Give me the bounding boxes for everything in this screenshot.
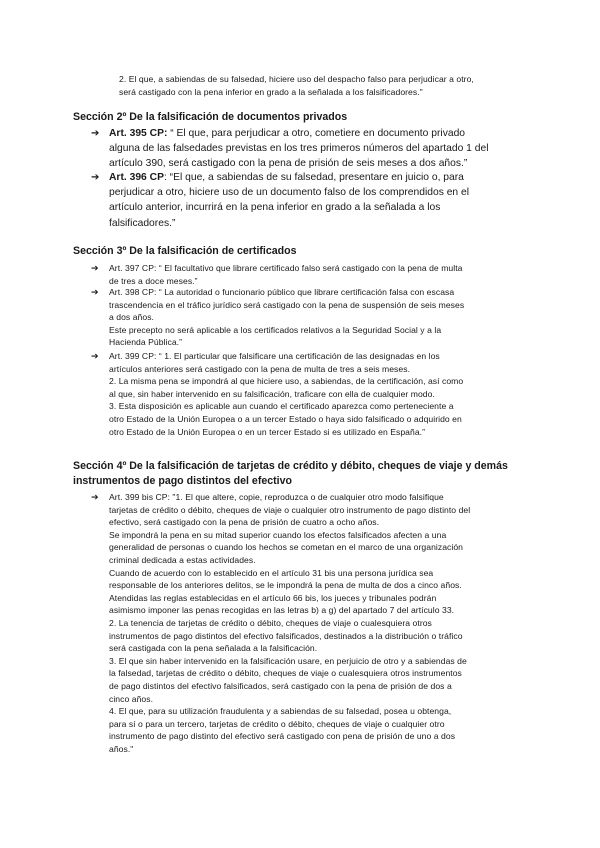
section-3-heading: Sección 3º De la falsificación de certificados: [73, 245, 297, 257]
section-2-heading: Sección 2º De la falsificación de documentos privados: [73, 111, 348, 123]
article-text: falsificadores.”: [109, 217, 176, 229]
art-396-paragraph: [109, 170, 469, 231]
article-text: 3. Esta disposición es aplicable aun cuando el certificado aparezca como perteneciente a: [109, 401, 454, 412]
article-text: cinco años.: [109, 693, 154, 704]
art-397-paragraph: [109, 262, 462, 287]
intro-line: será castigado con la pena inferior en grado a la señalada a los falsificadores.": [119, 86, 423, 97]
article-text: artículos anteriores será castigado con la pena de multa de tres a seis meses.: [109, 363, 411, 374]
section-4-heading-line: Sección 4º De la falsificación de tarjetas de crédito y débito, cheques de viaje y demás: [73, 460, 508, 472]
article-text: Art. 399 CP: “ 1. El particular que falsificare una certificación de las designadas en los: [109, 351, 440, 361]
article-text: la falsedad, tarjetas de crédito o débito, cheques de viaje o cualesquiera otros instrumentos: [109, 668, 462, 679]
article-text: : “El que, a sabiendas de su falsedad, presentare en juicio o, para: [163, 172, 464, 183]
article-text: criminal dedicada a estas actividades.: [109, 554, 256, 565]
article-text: Art. 397 CP: “ El facultativo que librare certificado falso será castigado con la pena de multa: [109, 263, 463, 273]
article-text: efectivo, será castigado con la pena de prisión de cuatro a ocho años.: [109, 517, 380, 528]
art-399-paragraph: [109, 350, 463, 438]
article-text: años.": [109, 743, 134, 754]
article-label: Art. 396 CP: [109, 172, 164, 183]
art-395-paragraph: [109, 126, 489, 172]
article-text: “ El que, para perjudicar a otro, cometiere en documento privado: [170, 128, 466, 139]
arrow-icon: ➔: [91, 172, 100, 183]
arrow-icon: ➔: [91, 492, 99, 502]
arrow-icon: ➔: [91, 351, 99, 361]
article-text: instrumentos de pago distintos del efectivo falsificados, destinados a la distribución o tráfico: [109, 630, 463, 641]
art-399-bis-paragraph: [109, 491, 470, 755]
arrow-icon: ➔: [91, 287, 99, 297]
article-text: Art. 399 bis CP: "1. El que altere, copie, reproduzca o de cualquier otro modo falsifique: [109, 492, 444, 502]
article-label: Art. 395 CP:: [109, 128, 168, 139]
article-text: Art. 398 CP: “ La autoridad o funcionario público que librare certificación falsa con escasa: [109, 287, 455, 297]
article-text: perjudicar a otro, hiciere uso de un documento falso de los comprendidos en el: [109, 187, 470, 199]
article-text: será castigada con la pena señalada a la falsificación.: [109, 643, 318, 654]
article-text: artículo anterior, incurrirá en la pena inferior en grado a la señalada a los: [109, 202, 441, 214]
article-text: otro Estado de la Unión Europea o en un tercer Estado si es utilizado en España.”: [109, 426, 426, 437]
article-text: 3. El que sin haber intervenido en la falsificación usare, en perjuicio de otro y a sabiendas de: [109, 655, 467, 666]
article-text: asimismo imponer las penas recogidas en las letras b) a g) del apartado 7 del artículo 33.: [109, 605, 455, 616]
article-text: instrumento de pago distinto del efectivo será castigado con pena de prisión de uno a dos: [109, 731, 456, 742]
article-text: artículo 390, será castigado con la pena de prisión de seis meses a dos años.”: [109, 158, 468, 170]
article-text: Se impondrá la pena en su mitad superior cuando los efectos falsificados afecten a una: [109, 529, 447, 540]
article-text: 2. La tenencia de tarjetas de crédito o débito, cheques de viaje o cualesquiera otros: [109, 617, 432, 628]
article-text: Atendidas las reglas establecidas en el artículo 66 bis, los jueces y tribunales podrán: [109, 592, 437, 603]
article-text: responsable de los anteriores delitos, se le impondrá la pena de multa de dos a cinco años.: [109, 580, 462, 591]
section-4-heading-line: instrumentos de pago distintos del efectivo: [73, 475, 292, 488]
article-text: 4. El que, para su utilización fraudulenta y a sabiendas de su falsedad, posea u obtenga,: [109, 706, 452, 717]
article-text: 2. La misma pena se impondrá al que hiciere uso, a sabiendas, de la certificación, así como: [109, 376, 464, 387]
article-text: generalidad de personas o cuando los hechos se cometan en el marco de una organización: [109, 542, 464, 553]
article-text: de tres a doce meses.”: [109, 275, 198, 286]
article-text: al que, sin haber intervenido en su falsificación, traficare con ella de cualquier modo.: [109, 388, 435, 399]
article-text: tarjetas de crédito o débito, cheques de viaje o cualquier otro instrumento de pago distinto del: [109, 504, 471, 515]
art-398-paragraph: [109, 286, 464, 349]
arrow-icon: ➔: [91, 128, 100, 139]
section-4-heading: [73, 459, 508, 489]
article-text: Cuando de acuerdo con lo establecido en el artículo 31 bis una persona jurídica sea: [109, 567, 434, 578]
article-text: Hacienda Pública.”: [109, 337, 183, 348]
intro-line: 2. El que, a sabiendas de su falsedad, hiciere uso del despacho falso para perjudicar a otro,: [119, 74, 474, 84]
arrow-icon: ➔: [91, 263, 99, 273]
article-text: de pago distintos del efectivo falsificados, será castigado con la pena de prisión de dos a: [109, 680, 452, 691]
article-text: otro Estado de la Unión Europea o a un tercer Estado o haya sido falsificado o adquirido en: [109, 413, 462, 424]
article-text: Este precepto no será aplicable a los certificados relativos a la Seguridad Social y a la: [109, 324, 442, 335]
article-text: a dos años.: [109, 312, 154, 323]
article-text: para sí o para un tercero, tarjetas de crédito o débito, cheques de viaje o cualquier otro: [109, 718, 445, 729]
article-text: trascendencia en el tráfico jurídico será castigado con la pena de suspensión de seis meses: [109, 299, 465, 310]
intro-paragraph: [119, 73, 474, 98]
article-text: alguna de las falsedades previstas en los tres primeros números del apartado 1 del: [109, 143, 489, 155]
